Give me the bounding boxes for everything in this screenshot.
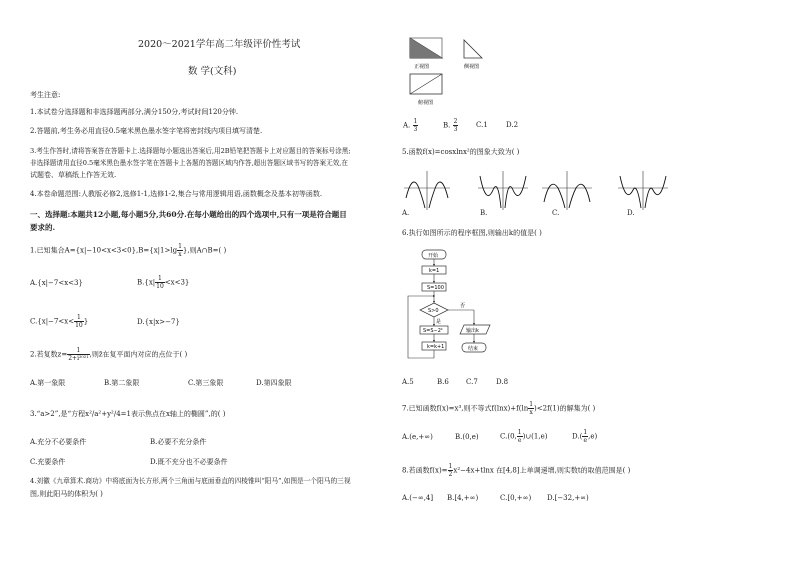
exam-subtitle: 数 学(文科)	[188, 66, 237, 77]
q4-option-d: D.2	[506, 121, 519, 129]
flow-init-k: k=1	[429, 268, 440, 274]
flow-output: 输出k	[466, 328, 479, 334]
note-line: 4.本卷命题范围:人教版必修2,选修1-1,选修1-2,集合与常用逻辑用语,函数概念及基本初等函数.	[30, 190, 323, 198]
notes-heading: 考生注意:	[30, 91, 61, 99]
note-line: 非选择题请用直径0.5毫米黑色墨水签字笔在答题卡上各题的答题区域内作答,超出答题区域书写的答案无效,在	[30, 159, 348, 167]
q8-option-a: A.(−∞,4]	[402, 494, 434, 502]
side-view-label: 侧视图	[464, 64, 480, 70]
q8-option-d: D.[−32,+∞)	[547, 494, 589, 502]
flow-end: 结束	[468, 346, 479, 352]
flow-yes-label: 是	[436, 319, 442, 325]
q6-option-c: C.7	[466, 378, 478, 386]
question-7-stem: 7.已知函数f(x)=x³,则不等式f(lnx)+f(ln $\frac{1}{x}$ )<2f(1)的解集为( )	[402, 401, 596, 416]
q5-graphs	[400, 168, 690, 214]
graph-b	[478, 171, 528, 210]
section-heading: 一、选择题:本题共12小题,每小题5分,共60分.在每小题给出的四个选项中,只有一项是符合题目	[30, 210, 347, 219]
question-3-stem: 3.“a>2”,是“方程x²/a²+y²/4=1表示焦点在x轴上的椭圆”,的( )	[30, 410, 226, 418]
q4-option-a: A. $\frac{1}{3}$	[403, 118, 418, 133]
top-view-label: 俯视图	[418, 100, 434, 106]
q4-option-c: C.1	[476, 121, 488, 129]
flow-update-s: S=S−2ᵏ	[423, 328, 444, 334]
q1-option-b: B.{x| $\frac{1}{10}$ <x<3}	[137, 275, 190, 290]
q3-option-a: A.充分不必要条件	[30, 438, 87, 446]
flow-condition: S>0	[428, 308, 439, 314]
q7-option-c: C.(0, $\frac{1}{e}$ )∪(1,e)	[500, 429, 548, 444]
q1-option-a: A.{x|−7<x<3}	[30, 279, 83, 287]
section-heading: 要求的.	[30, 223, 56, 232]
q5-option-d: D.	[627, 209, 635, 217]
q1-option-c: C.{x|−7<x< $\frac{1}{10}$ }	[30, 314, 89, 329]
fraction: $\frac{1}{x}$	[178, 243, 182, 258]
exam-title: 2020～2021学年高二年级评价性考试	[138, 39, 301, 50]
graph-a	[404, 171, 450, 210]
three-view-figure	[400, 28, 500, 108]
q3-option-c: C.充要条件	[30, 458, 66, 466]
question-2-stem: 2.若复数z= $\frac{1}{\text{2+i²⁰²¹}}$ ,则z̄在复平面内对应的点位于( )	[30, 347, 188, 362]
q7-option-d: D.( $\frac{1}{e}$ ,e)	[572, 429, 598, 444]
q6-option-b: B.6	[437, 378, 449, 386]
q7-option-b: B.(0,e)	[455, 433, 479, 441]
flow-no-label: 否	[460, 303, 466, 309]
q6-option-a: A.5	[402, 378, 414, 386]
graph-d	[618, 171, 668, 210]
front-view	[410, 38, 442, 70]
q1-option-d: D.{x|x>−7}	[137, 318, 180, 326]
question-8-stem: 8.若函数f(x)= $\frac{1}{2}$ x²−4x+tlnx 在[4,8]上单调递增,则实数t的取值范围是( )	[402, 463, 631, 478]
q7-option-a: A.(e,+∞)	[402, 433, 433, 441]
flow-start: 开始	[428, 253, 439, 259]
q2-option-d: D.第四象限	[256, 379, 292, 387]
question-5-stem: 5.函数f(x)=cosxlnx²的图象大致为( )	[402, 148, 520, 156]
q2-option-c: C.第三象限	[188, 379, 224, 387]
note-line: 1.本试卷分选择题和非选择题两部分,满分150分,考试时间120分钟.	[30, 108, 239, 116]
q2-option-a: A.第一象限	[30, 379, 66, 387]
note-line: 3.考生作答时,请将答案答在答题卡上.选择题每小题选出答案后,用2B铅笔把答题卡上对应题目的答案标号涂黑;	[30, 147, 351, 155]
flowchart	[400, 244, 510, 368]
q8-option-c: C.[0,+∞)	[500, 494, 532, 502]
q8-option-b: B.[4,+∞)	[447, 494, 479, 502]
question-6-stem: 6.执行如图所示的程序框图,则输出k的值是( )	[402, 229, 542, 237]
q6-option-d: D.8	[496, 378, 509, 386]
q3-option-b: B.必要不充分条件	[150, 438, 207, 446]
q4-option-b: B. $\frac{2}{3}$	[443, 118, 458, 133]
top-view	[410, 74, 442, 106]
note-line: 2.答题前,考生务必用直径0.5毫米黑色墨水签字笔将密封线内项目填写清楚.	[30, 127, 263, 135]
front-view-label: 正视图	[414, 64, 430, 70]
question-1-stem: 1.已知集合A={x|−10<x<3<0},B={x|1>lg $\frac{1}{x}$ },则A∩B=( )	[30, 243, 227, 258]
q3-option-d: D.既不充分也不必要条件	[150, 458, 228, 466]
q5-option-a: A.	[402, 209, 410, 217]
graph-c	[542, 171, 592, 210]
flow-init-s: S=100	[427, 285, 444, 291]
question-4-stem: 图,则此阳马的体积为( )	[30, 490, 103, 498]
side-view	[464, 40, 482, 70]
flow-update-k: k=k+1	[427, 344, 445, 350]
q5-option-b: B.	[480, 209, 488, 217]
q2-option-b: B.第二象限	[104, 379, 140, 387]
q5-option-c: C.	[552, 209, 560, 217]
question-4-stem: 4.刘徽《九章算术.商功》中将底面为长方形,两个三角面与底面垂直的四棱锥叫“阳马”,如图是一个阳马的三视	[30, 477, 351, 485]
note-line: 试题卷、草稿纸上作答无效.	[30, 171, 117, 179]
